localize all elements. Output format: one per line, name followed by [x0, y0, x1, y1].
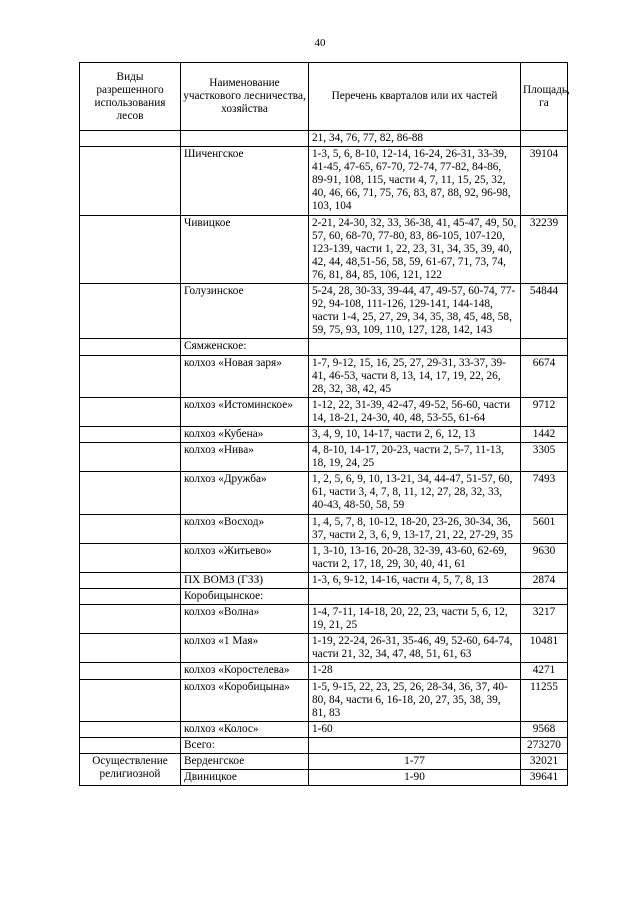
- usage-cell: [80, 514, 181, 543]
- area-cell: [521, 131, 568, 147]
- quarters-cell: [309, 589, 521, 605]
- forestry-name-cell: колхоз «Восход»: [181, 514, 309, 543]
- area-cell: 9712: [521, 397, 568, 426]
- total-row: [80, 737, 568, 753]
- usage-cell: [80, 443, 181, 472]
- forestry-name-cell: колхоз «Кубена»: [181, 426, 309, 442]
- quarters-cell: 1, 3-10, 13-16, 20-28, 32-39, 43-60, 62-69, части 2, 17, 18, 29, 30, 40, 41, 61: [309, 543, 521, 572]
- area-cell: 54844: [521, 284, 568, 339]
- usage-cell: [80, 397, 181, 426]
- table-row: [80, 589, 568, 605]
- usage-cell: [80, 721, 181, 737]
- forestry-name-cell: ПХ ВОМЗ (ГЗЗ): [181, 572, 309, 588]
- forestry-name-cell: Чивицкое: [181, 215, 309, 283]
- forestry-name-cell: колхоз «Нива»: [181, 443, 309, 472]
- forestry-name-cell: Двиницкое: [181, 770, 309, 786]
- table-row: [80, 355, 568, 397]
- forestry-name-cell: колхоз «1 Мая»: [181, 634, 309, 663]
- area-cell: [521, 589, 568, 605]
- forestry-name-cell: колхоз «Колос»: [181, 721, 309, 737]
- area-cell: 10481: [521, 634, 568, 663]
- quarters-cell: 21, 34, 76, 77, 82, 86-88: [309, 131, 521, 147]
- area-cell: 32239: [521, 215, 568, 283]
- usage-cell: [80, 634, 181, 663]
- table-row: [80, 679, 568, 721]
- total-area: 273270: [521, 737, 568, 753]
- header-usage-type: Виды разрешенного использования лесов: [80, 63, 181, 131]
- forestry-name-cell: [181, 131, 309, 147]
- forestry-name-cell: Голузинское: [181, 284, 309, 339]
- header-forestry-name: Наименование участкового лесничества, хозяйства: [181, 63, 309, 131]
- table-row: [80, 605, 568, 634]
- usage-cell: [80, 355, 181, 397]
- usage-cell: [80, 147, 181, 215]
- quarters-cell: 1-3, 5, 6, 8-10, 12-14, 16-24, 26-31, 33-39, 41-45, 47-65, 67-70, 72-74, 77-82, 84-86, 89-91, 108, 115, части 4, 7, 11, 15, 25, 32, 40, 46, 66, 71, 75, 76, 83, 87, 88, 92, 96-98, 103, 104: [309, 147, 521, 215]
- quarters-cell: 1, 2, 5, 6, 9, 10, 13-21, 34, 44-47, 51-57, 60, 61, части 3, 4, 7, 8, 11, 12, 27, 28, 32, 33, 40-43, 48-50, 58, 59: [309, 472, 521, 514]
- area-cell: 5601: [521, 514, 568, 543]
- table-row: [80, 147, 568, 215]
- usage-cell: [80, 426, 181, 442]
- quarters-cell: 4, 8-10, 14-17, 20-23, части 2, 5-7, 11-13, 18, 19, 24, 25: [309, 443, 521, 472]
- forestry-name-cell: колхоз «Волна»: [181, 605, 309, 634]
- usage-type-cell: Осуществление религиозной: [80, 754, 181, 786]
- usage-cell: [80, 605, 181, 634]
- usage-cell: [80, 215, 181, 283]
- table-row: [80, 339, 568, 355]
- table-row: [80, 721, 568, 737]
- quarters-cell: 3, 4, 9, 10, 14-17, части 2, 6, 12, 13: [309, 426, 521, 442]
- quarters-cell: 2-21, 24-30, 32, 33, 36-38, 41, 45-47, 49, 50, 57, 60, 68-70, 77-80, 83, 86-105, 107-120, 123-139, части 1, 22, 23, 31, 34, 35, 39, 40, 42, 44, 48,51-56, 58, 59, 61-67, 71, 73, 74, 76, 81, 84, 85, 106, 121, 122: [309, 215, 521, 283]
- table-row: [80, 284, 568, 339]
- quarters-cell: [309, 339, 521, 355]
- area-cell: 3305: [521, 443, 568, 472]
- area-cell: 11255: [521, 679, 568, 721]
- area-cell: 1442: [521, 426, 568, 442]
- table-row: [80, 663, 568, 679]
- quarters-cell: 1-19, 22-24, 26-31, 35-46, 49, 52-60, 64-74, части 21, 32, 34, 47, 48, 51, 61, 63: [309, 634, 521, 663]
- quarters-cell: 1-5, 9-15, 22, 23, 25, 26, 28-34, 36, 37, 40-80, 84, части 6, 16-18, 20, 27, 35, 38, 39, 81, 83: [309, 679, 521, 721]
- quarters-cell: 1-90: [309, 770, 521, 786]
- quarters-cell: 1-4, 7-11, 14-18, 20, 22, 23, части 5, 6, 12, 19, 21, 25: [309, 605, 521, 634]
- forest-usage-table: [79, 62, 568, 786]
- table-header-row: [80, 63, 568, 131]
- usage-cell: [80, 472, 181, 514]
- table-row: [80, 397, 568, 426]
- forestry-name-cell: Коробицынское:: [181, 589, 309, 605]
- area-cell: 7493: [521, 472, 568, 514]
- quarters-cell: 1-77: [309, 754, 521, 770]
- header-quarters: Перечень кварталов или их частей: [309, 63, 521, 131]
- area-cell: 3217: [521, 605, 568, 634]
- table-row: [80, 754, 568, 770]
- area-cell: 39641: [521, 770, 568, 786]
- quarters-cell: 5-24, 28, 30-33, 39-44, 47, 49-57, 60-74, 77-92, 94-108, 111-126, 129-141, 144-148, части 1-4, 25, 27, 29, 34, 35, 38, 45, 48, 58, 59, 75, 93, 109, 110, 127, 128, 142, 143: [309, 284, 521, 339]
- table-row: [80, 514, 568, 543]
- forestry-name-cell: колхоз «Новая заря»: [181, 355, 309, 397]
- usage-cell: [80, 589, 181, 605]
- quarters-cell: [309, 737, 521, 753]
- table-row: [80, 472, 568, 514]
- area-cell: 9630: [521, 543, 568, 572]
- area-cell: 6674: [521, 355, 568, 397]
- quarters-cell: 1-12, 22, 31-39, 42-47, 49-52, 56-60, части 14, 18-21, 24-30, 40, 48, 53-55, 61-64: [309, 397, 521, 426]
- forestry-name-cell: колхоз «Дружба»: [181, 472, 309, 514]
- usage-cell: [80, 284, 181, 339]
- forestry-name-cell: колхоз «Истоминское»: [181, 397, 309, 426]
- usage-cell: [80, 737, 181, 753]
- table-row: [80, 543, 568, 572]
- quarters-cell: 1-3, 6, 9-12, 14-16, части 4, 5, 7, 8, 13: [309, 572, 521, 588]
- header-area: Площадь, га: [521, 63, 568, 131]
- table-row: [80, 443, 568, 472]
- quarters-cell: 1-28: [309, 663, 521, 679]
- total-label: Всего:: [181, 737, 309, 753]
- table-row: [80, 634, 568, 663]
- usage-cell: [80, 131, 181, 147]
- forestry-name-cell: колхоз «Коростелева»: [181, 663, 309, 679]
- usage-cell: [80, 663, 181, 679]
- area-cell: 32021: [521, 754, 568, 770]
- area-cell: 39104: [521, 147, 568, 215]
- forestry-name-cell: Верденгское: [181, 754, 309, 770]
- usage-cell: [80, 543, 181, 572]
- area-cell: [521, 339, 568, 355]
- forestry-name-cell: Шиченгское: [181, 147, 309, 215]
- table-row: [80, 426, 568, 442]
- area-cell: 4271: [521, 663, 568, 679]
- forestry-name-cell: колхоз «Коробицына»: [181, 679, 309, 721]
- quarters-cell: 1-7, 9-12, 15, 16, 25, 27, 29-31, 33-37, 39-41, 46-53, части 8, 13, 14, 17, 19, 22, 26, 28, 32, 38, 42, 45: [309, 355, 521, 397]
- usage-cell: [80, 339, 181, 355]
- area-cell: 9568: [521, 721, 568, 737]
- usage-cell: [80, 572, 181, 588]
- quarters-cell: 1-60: [309, 721, 521, 737]
- area-cell: 2874: [521, 572, 568, 588]
- forestry-name-cell: колхоз «Житьево»: [181, 543, 309, 572]
- table-row: [80, 215, 568, 283]
- quarters-cell: 1, 4, 5, 7, 8, 10-12, 18-20, 23-26, 30-34, 36, 37, части 2, 3, 6, 9, 13-17, 21, 22, 27-29, 35: [309, 514, 521, 543]
- forestry-name-cell: Сямженское:: [181, 339, 309, 355]
- table-body: [80, 131, 568, 786]
- usage-cell: [80, 679, 181, 721]
- table-row: [80, 572, 568, 588]
- table-row: [80, 131, 568, 147]
- page-number: 40: [314, 37, 326, 49]
